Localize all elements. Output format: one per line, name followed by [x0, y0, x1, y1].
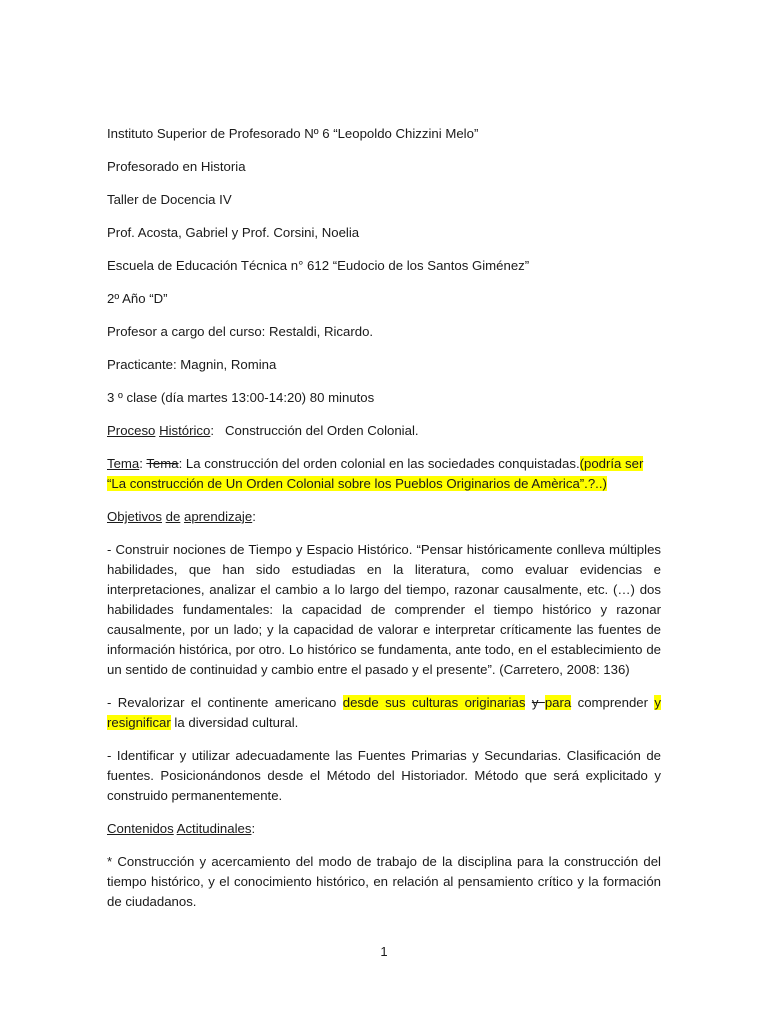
tema-label: Tema	[107, 456, 140, 471]
contenido-item-1: * Construcción y acercamiento del modo de trabajo de la disciplina para la construcción del tiempo histórico, y el conocimiento histórico, en relación al pensamiento crítico y la formación de ciudadanos.	[107, 854, 661, 909]
teacher-line: Profesor a cargo del curso: Restaldi, Ricardo.	[107, 324, 374, 339]
proceso-colon: :	[210, 423, 215, 438]
contenidos-colon: :	[251, 821, 256, 836]
proceso-label-2: Histórico	[159, 423, 211, 438]
program-line: Profesorado en Historia	[107, 159, 246, 174]
obj2-highlight-2: para	[544, 695, 572, 710]
contenidos-word-1: Contenidos	[107, 821, 174, 836]
contenidos-heading	[107, 819, 661, 839]
contenidos-word-2: Actitudinales	[176, 821, 252, 836]
obj2-part-g: comprender	[571, 695, 655, 710]
course-line: Taller de Docencia IV	[107, 192, 232, 207]
page-number: 1	[380, 944, 388, 959]
objetivo-item-3: - Identificar y utilizar adecuadamente las Fuentes Primarias y Secundarias. Clasificación de fuentes. Posicionándonos desde el Método del Historiador. Método que será explicitado y construido permanentemente.	[107, 748, 661, 803]
tema-text: : La construcción del orden colonial en las sociedades conquistadas.	[178, 456, 580, 471]
clase-line: 3 º clase (día martes 13:00-14:20) 80 minutos	[107, 390, 375, 405]
tema-struck: Tema	[146, 456, 179, 471]
objetivo-item-1: - Construir nociones de Tiempo y Espacio Histórico. “Pensar históricamente conlleva múltiples habilidades, que han sido estudiadas en la literatura, como evaluar evidencias e interpretaciones, analizar el cambio a lo largo del tiempo, razonar causalmente, etc. (…) dos habilidades fundamentales: la capacidad de comprender el tiempo histórico y razonar causalmente, por un lado; y la capacidad de valorar e interpretar críticamente las fuentes de información histórica, por otro. Lo histórico se fundamenta, ante todo, en el establecimiento de un sentido de continuidad y cambio entre el pasado y el presente”. (Carretero, 2008: 136)	[107, 542, 661, 677]
objetivo-item-2	[107, 693, 661, 733]
obj2-highlight-3: y resignificar	[107, 695, 661, 730]
practicante-line: Practicante: Magnin, Romina	[107, 357, 277, 372]
school-line: Escuela de Educación Técnica n° 612 “Eudocio de los Santos Giménez”	[107, 258, 530, 273]
proceso-label-1: Proceso	[107, 423, 156, 438]
objetivos-heading	[107, 507, 661, 527]
objetivos-word-1: Objetivos	[107, 509, 162, 524]
tema-paragraph	[107, 454, 661, 494]
document-body	[107, 124, 661, 925]
objetivos-word-2: de	[165, 509, 181, 524]
year-line: 2º Año “D”	[107, 291, 168, 306]
objetivos-colon: :	[252, 509, 256, 524]
professors-line: Prof. Acosta, Gabriel y Prof. Corsini, Noelia	[107, 225, 360, 240]
institute-line: Instituto Superior de Profesorado Nº 6 “Leopoldo Chizzini Melo”	[107, 126, 479, 141]
proceso-value: Construcción del Orden Colonial.	[214, 423, 419, 438]
obj2-part-a: - Revalorizar el continente americano	[107, 695, 343, 710]
obj2-part-i: la diversidad cultural.	[170, 715, 299, 730]
proceso-line	[107, 421, 661, 441]
tema-highlight: (podría ser “La construcción de Un Orden Colonial sobre los Pueblos Originarios de Amèrica”.?..)	[107, 456, 644, 491]
objetivos-word-3: aprendizaje	[184, 509, 253, 524]
obj2-highlight-1: desde sus culturas originarias	[342, 695, 526, 710]
obj2-struck: y	[531, 695, 545, 710]
tema-colon: :	[139, 456, 147, 471]
